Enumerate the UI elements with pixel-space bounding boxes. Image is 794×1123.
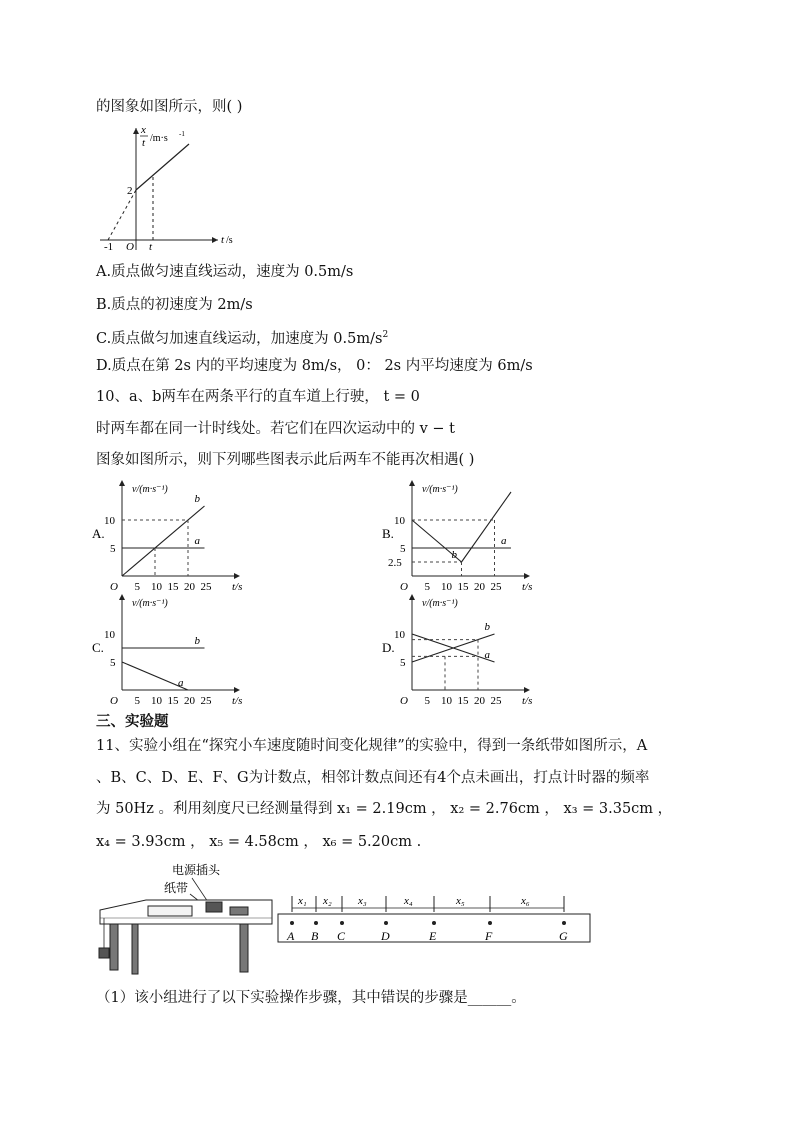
x-tick-label: 20 (474, 581, 485, 593)
tape-point-label: A (287, 929, 295, 943)
y-tick-label: 2.5 (388, 557, 402, 569)
apparatus-figure (96, 862, 276, 977)
tape-segment-label: x₅ (456, 895, 465, 907)
x-tick-label: 10 (441, 581, 452, 593)
y-tick-label: 10 (394, 629, 405, 641)
y-axis-label: v/(m·s⁻¹) (422, 598, 458, 609)
series-label: b (194, 635, 200, 647)
q9-option-d: D.质点在第 2s 内的平均速度为 8m/s， 0： 2s 内平均速度为 6m/s (96, 358, 533, 374)
x-axis-arrow (234, 573, 240, 579)
x-tick-label: 25 (200, 695, 212, 706)
series-line (122, 506, 205, 576)
q11-sub1: （1）该小组进行了以下实验操作步骤，其中错误的步骤是______。 (96, 990, 526, 1006)
x-tick-label: 10 (151, 581, 162, 593)
x-tick-label: 15 (167, 695, 179, 706)
y-axis-arrow (409, 594, 415, 600)
chart-label: C. (92, 640, 104, 655)
x-tick-label: 15 (457, 695, 469, 706)
apparatus-label-tape: 纸带 (164, 881, 189, 895)
y-tick-label: 5 (400, 657, 406, 669)
x-axis-label: t/s (232, 581, 243, 593)
origin-label: O (400, 581, 408, 593)
q9-xtick-neg: -1 (104, 241, 114, 252)
chart-label: D. (382, 640, 395, 655)
x-tick-label: 15 (167, 581, 179, 593)
x-tick-label: 25 (490, 695, 502, 706)
tape-point (562, 921, 566, 925)
y-axis-label: v/(m·s⁻¹) (132, 598, 168, 609)
q10-line1: 10、a、b两车在两条平行的直车道上行驶， t = 0 (96, 389, 420, 405)
tape-segment-label: x₁ (298, 895, 307, 907)
x-tick-label: 10 (151, 695, 162, 706)
tape-point-label: D (381, 929, 390, 943)
series-line (462, 492, 512, 562)
apparatus-label-plug: 电源插头 (172, 863, 221, 877)
x-axis-arrow (234, 687, 240, 693)
q9-option-a: A.质点做匀速直线运动，速度为 0.5m/s (96, 264, 354, 280)
x-tick-label: 10 (441, 695, 452, 706)
origin-label: O (110, 581, 118, 593)
tape-segment-label: x₆ (521, 895, 530, 907)
x-tick-label: 20 (184, 695, 195, 706)
tape-point-label: E (429, 929, 437, 943)
x-tick-label: 5 (134, 581, 140, 593)
tape-point (384, 921, 388, 925)
x-axis-arrow (524, 687, 530, 693)
tape-figure (276, 890, 596, 952)
tape-segment-label: x₄ (404, 895, 413, 907)
tape-point-label: F (485, 929, 493, 943)
series-label: a (194, 535, 200, 547)
y-tick-label: 10 (104, 515, 115, 527)
x-axis-label: t/s (522, 695, 533, 706)
tape-point-label: G (559, 929, 568, 943)
series-label: b (194, 493, 200, 505)
tape-point (314, 921, 318, 925)
series-label: b (484, 621, 490, 633)
q11-line3: 为 50Hz 。利用刻度尺已经测量得到 x₁ = 2.19cm ， x₂ = 2.76cm ， x₃ = 3.35cm ， (96, 801, 673, 817)
q9-xunit: /s (226, 235, 233, 246)
x-tick-label: 15 (457, 581, 469, 593)
section-title: 三、实验题 (96, 713, 169, 730)
y-tick-label: 5 (110, 543, 116, 555)
q9-option-c: C.质点做匀加速直线运动，加速度为 $0.5m/s^2$ (96, 330, 389, 347)
y-axis-arrow (409, 480, 415, 486)
y-tick-label: 5 (400, 543, 406, 555)
q9-ylabel-num: x (141, 124, 146, 136)
y-axis-label: v/(m·s⁻¹) (422, 484, 458, 495)
origin-label: O (110, 695, 118, 706)
y-axis-label: v/(m·s⁻¹) (132, 484, 168, 495)
y-tick-label: 5 (110, 657, 116, 669)
tape-point (340, 921, 344, 925)
q9-intro: 的图象如图所示，则( ) (96, 99, 243, 115)
x-tick-label: 20 (474, 695, 485, 706)
q9-option-c-sup: 2 (382, 330, 389, 340)
q9-xtick-t: t (149, 241, 153, 252)
q9-ylabel-den: t (142, 137, 146, 149)
y-tick-label: 10 (394, 515, 405, 527)
y-axis-arrow (119, 480, 125, 486)
x-axis-label: t/s (232, 695, 243, 706)
tape-point-label: C (337, 929, 346, 943)
y-axis-arrow (119, 594, 125, 600)
q10-line2: 时两车都在同一计时线处。若它们在四次运动中的 v − t (96, 421, 455, 437)
q9-xlabel: t (221, 234, 225, 246)
series-label: a (501, 535, 507, 547)
vt-charts (90, 478, 550, 706)
origin-label: O (400, 695, 408, 706)
tape-segment-label: x₃ (358, 895, 367, 907)
tape-segment-label: x₂ (323, 895, 332, 907)
x-axis-arrow (524, 573, 530, 579)
q11-line1: 11、实验小组在“探究小车速度随时间变化规律”的实验中，得到一条纸带如图所示，A (96, 738, 648, 754)
series-label: b (451, 549, 457, 561)
tape-point (290, 921, 294, 925)
y-tick-label: 10 (104, 629, 115, 641)
x-tick-label: 20 (184, 581, 195, 593)
series-label: a (178, 677, 184, 689)
chart-label: A. (92, 526, 105, 541)
tape-point (432, 921, 436, 925)
tape-point-label: B (311, 929, 319, 943)
q9-origin: O (126, 241, 134, 252)
series-label: a (484, 649, 490, 661)
x-tick-label: 5 (424, 695, 430, 706)
q9-yunit: /m·s (150, 133, 168, 144)
q9-option-b: B.质点的初速度为 2m/s (96, 297, 253, 313)
q9-yunit-exp: -1 (179, 130, 185, 138)
chart-label: B. (382, 526, 394, 541)
tape-point (488, 921, 492, 925)
x-tick-label: 25 (490, 581, 502, 593)
q9-ytick: 2 (127, 185, 133, 197)
x-tick-label: 5 (134, 695, 140, 706)
x-tick-label: 5 (424, 581, 430, 593)
q11-line2: 、B、C、D、E、F、G为计数点，相邻计数点间还有4个点未画出，打点计时器的频率 (96, 770, 650, 786)
x-tick-label: 25 (200, 581, 212, 593)
q9-graph (96, 122, 246, 252)
q11-line4: x₄ = 3.93cm ， x₅ = 4.58cm ， x₆ = 5.20cm . (96, 834, 422, 850)
x-axis-label: t/s (522, 581, 533, 593)
q10-line3: 图象如图所示，则下列哪些图表示此后两车不能再次相遇( ) (96, 452, 475, 468)
